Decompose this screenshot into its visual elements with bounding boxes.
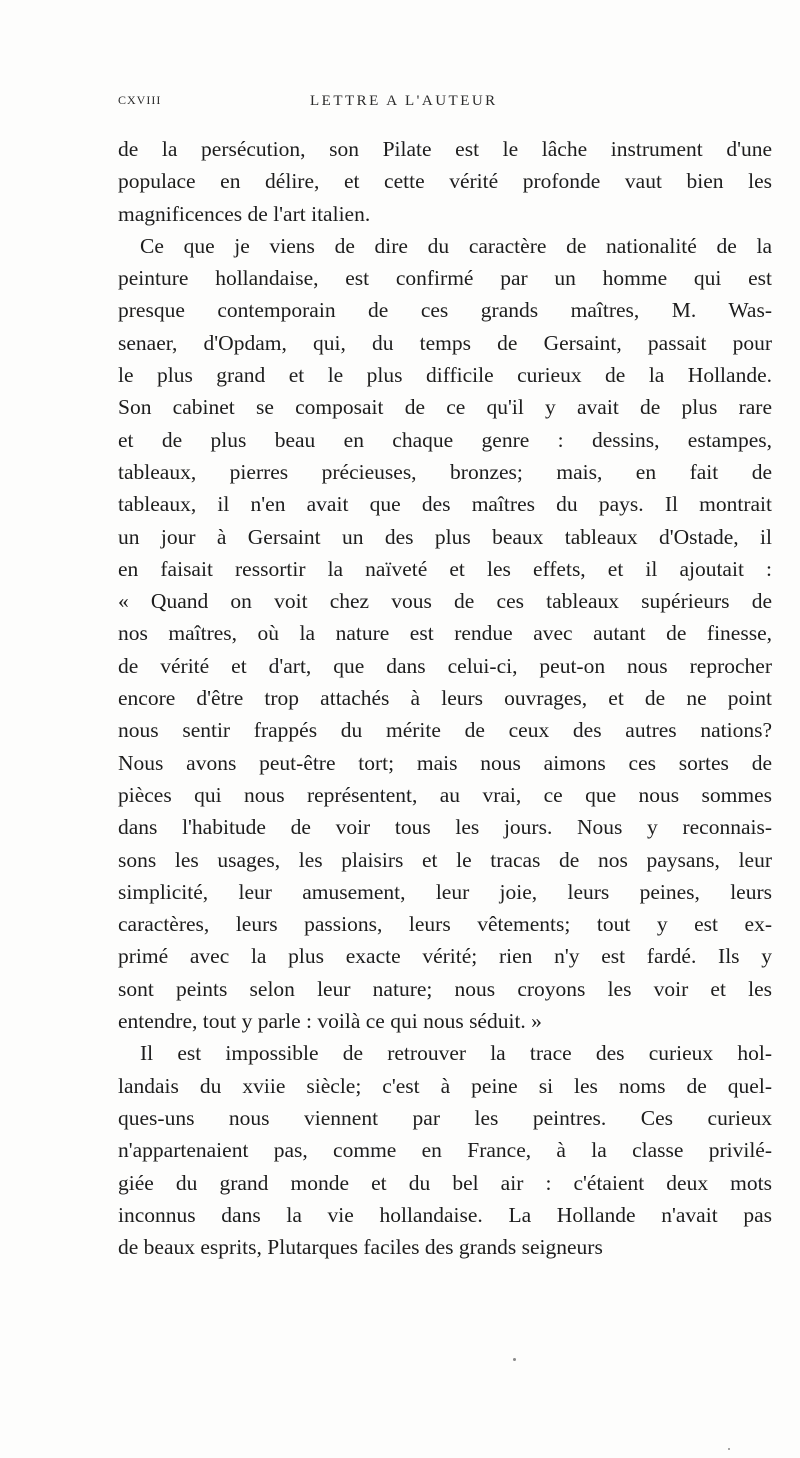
text-line: « Quand on voit chez vous de ces tableaux supérieurs de bbox=[118, 589, 772, 614]
text-line: nous sentir frappés du mérite de ceux des autres nations? bbox=[118, 718, 772, 743]
text-line: caractères, leurs passions, leurs vêtements; tout y est ex- bbox=[118, 912, 772, 937]
text-line: Ce que je viens de dire du caractère de nationalité de la bbox=[140, 233, 772, 258]
text-line: de beaux esprits, Plutarques faciles des grands seigneurs bbox=[118, 1235, 603, 1260]
text-line: tableaux, pierres précieuses, bronzes; mais, en fait de bbox=[118, 459, 772, 484]
text-line: tableaux, il n'en avait que des maîtres du pays. Il montrait bbox=[118, 492, 772, 517]
text-line: peinture hollandaise, est confirmé par un homme qui est bbox=[118, 266, 772, 291]
text-line: n'appartenaient pas, comme en France, à la classe privilé- bbox=[118, 1138, 772, 1163]
text-line: un jour à Gersaint un des plus beaux tableaux d'Ostade, il bbox=[118, 524, 772, 549]
text-line: giée du grand monde et du bel air : c'étaient deux mots bbox=[118, 1170, 772, 1195]
text-line: pièces qui nous représentent, au vrai, ce que nous sommes bbox=[118, 782, 772, 807]
text-line: sont peints selon leur nature; nous croyons les voir et les bbox=[118, 976, 772, 1001]
text-line: Nous avons peut-être tort; mais nous aimons ces sortes de bbox=[118, 750, 772, 775]
text-line: senaer, d'Opdam, qui, du temps de Gersaint, passait pour bbox=[118, 330, 772, 355]
paper-speck bbox=[728, 1448, 730, 1450]
text-line: en faisait ressortir la naïveté et les effets, et il ajoutait : bbox=[118, 556, 772, 581]
body-text bbox=[118, 133, 772, 1263]
paper-speck bbox=[513, 1358, 516, 1361]
text-line: encore d'être trop attachés à leurs ouvrages, et de ne point bbox=[118, 686, 772, 711]
page-number: CXVIII bbox=[118, 93, 162, 107]
text-line: et de plus beau en chaque genre : dessins, estampes, bbox=[118, 427, 772, 452]
running-head bbox=[118, 93, 768, 115]
text-line: Son cabinet se composait de ce qu'il y avait de plus rare bbox=[118, 395, 772, 420]
text-line: de la persécution, son Pilate est le lâche instrument d'une bbox=[118, 137, 772, 161]
text-line: inconnus dans la vie hollandaise. La Hollande n'avait pas bbox=[118, 1202, 772, 1227]
text-line: nos maîtres, où la nature est rendue avec autant de finesse, bbox=[118, 621, 772, 646]
text-line: ques-uns nous viennent par les peintres. Ces curieux bbox=[118, 1105, 772, 1130]
text-line: dans l'habitude de voir tous les jours. Nous y reconnais- bbox=[118, 815, 772, 840]
text-line: primé avec la plus exacte vérité; rien n'y est fardé. Ils y bbox=[118, 944, 772, 969]
text-line: populace en délire, et cette vérité profonde vaut bien les bbox=[118, 169, 772, 194]
text-line: landais du xviie siècle; c'est à peine si les noms de quel- bbox=[118, 1073, 772, 1098]
text-line: presque contemporain de ces grands maîtres, M. Was- bbox=[118, 298, 772, 323]
text-line: de vérité et d'art, que dans celui-ci, peut-on nous reprocher bbox=[118, 653, 772, 678]
text-line: simplicité, leur amusement, leur joie, leurs peines, leurs bbox=[118, 879, 772, 904]
running-title: LETTRE A L'AUTEUR bbox=[310, 93, 498, 109]
text-line: le plus grand et le plus difficile curieux de la Hollande. bbox=[118, 363, 772, 388]
text-line: entendre, tout y parle : voilà ce qui nous séduit. » bbox=[118, 1009, 542, 1034]
text-line: sons les usages, les plaisirs et le tracas de nos paysans, leur bbox=[118, 847, 772, 872]
text-line: Il est impossible de retrouver la trace des curieux hol- bbox=[140, 1041, 772, 1066]
text-line: magnificences de l'art italien. bbox=[118, 201, 371, 226]
